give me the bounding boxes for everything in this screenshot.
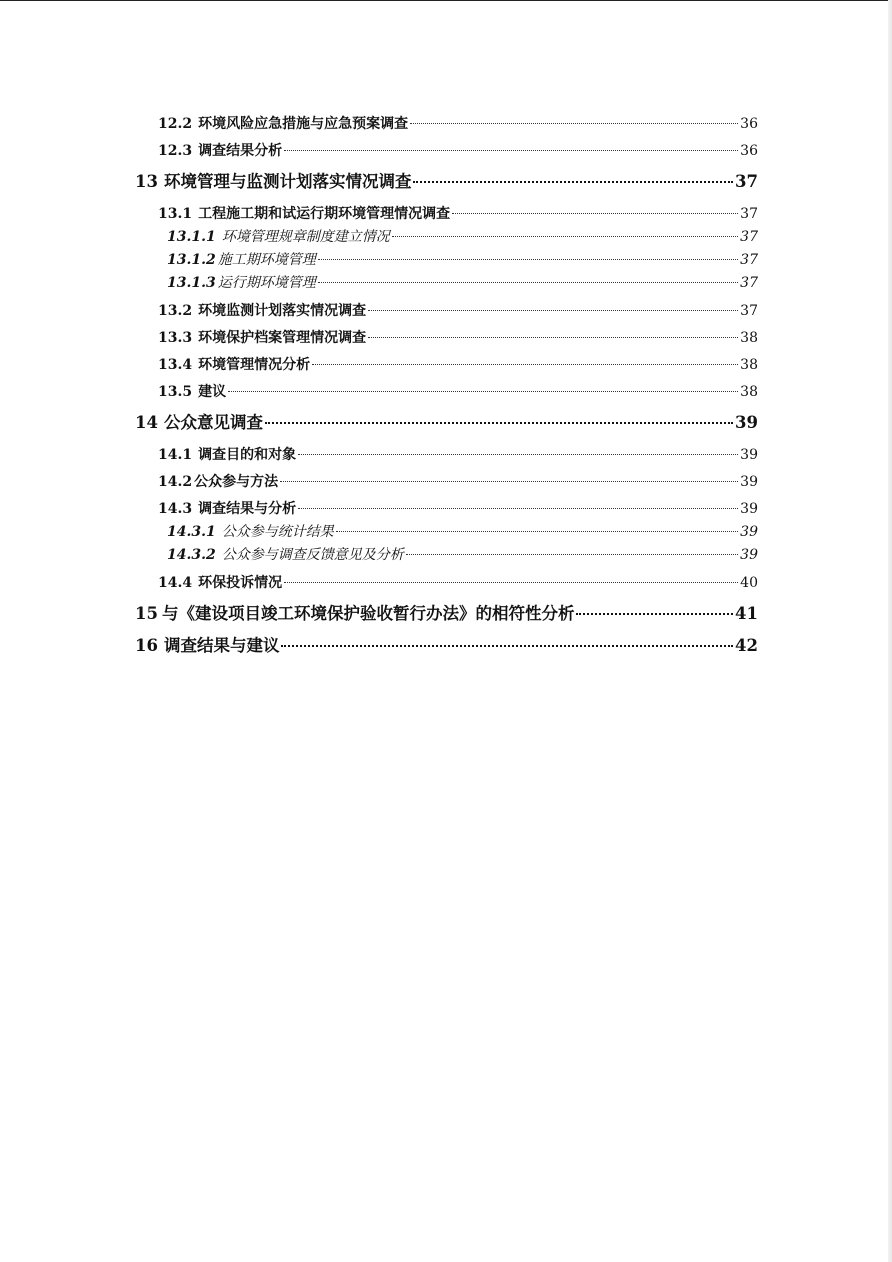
toc-dot-leader (576, 613, 733, 615)
toc-entry-title: 公众参与调查反馈意见及分析 (221, 547, 404, 563)
toc-entry-title: 调查结果与分析 (198, 501, 297, 517)
toc-dot-leader (284, 150, 738, 151)
toc-page-number: 40 (740, 575, 758, 591)
toc-dot-leader (318, 282, 738, 283)
toc-dot-leader (298, 454, 738, 455)
toc-entry-13[interactable] (135, 172, 758, 192)
toc-entry-number: 14.1 (158, 447, 193, 463)
toc-dot-leader (265, 422, 733, 424)
toc-dot-leader (280, 481, 738, 482)
toc-entry-number: 13.1 (158, 206, 193, 222)
toc-dot-leader (284, 582, 738, 583)
toc-entry-13-1-3[interactable] (167, 273, 758, 293)
toc-entry-number: 14.4 (158, 575, 193, 591)
toc-entry-12-3[interactable] (158, 141, 758, 161)
toc-entry-16[interactable] (135, 636, 758, 656)
toc-page-number: 38 (740, 357, 758, 373)
toc-dot-leader (336, 531, 738, 532)
toc-chapter-title: 环境管理与监测计划落实情况调查 (163, 172, 412, 191)
toc-entry-number: 13.1.3 (167, 275, 216, 291)
toc-page-number: 39 (740, 447, 758, 463)
toc-page-number: 39 (735, 413, 758, 432)
toc-dot-leader (406, 554, 738, 555)
toc-dot-leader (368, 337, 738, 338)
toc-entry-title: 工程施工期和试运行期环境管理情况调查 (198, 206, 451, 222)
toc-entry-13-1-1[interactable] (167, 227, 758, 247)
toc-chapter-number: 16 (135, 636, 158, 655)
toc-entry-title: 调查目的和对象 (198, 447, 297, 463)
toc-page-number: 39 (740, 474, 758, 490)
toc-chapter-number: 14 (135, 413, 158, 432)
toc-page-number: 37 (740, 229, 758, 245)
toc-dot-leader (392, 236, 738, 237)
toc-entry-14[interactable] (135, 413, 758, 433)
toc-chapter-title: 与《建设项目竣工环境保护验收暂行办法》的相符性分析 (161, 604, 575, 623)
toc-entry-13-3[interactable] (158, 328, 758, 348)
toc-entry-14-3-2[interactable] (167, 545, 758, 565)
toc-entry-number: 14.3.1 (167, 524, 216, 540)
toc-chapter-title: 调查结果与建议 (163, 636, 280, 655)
toc-entry-title: 施工期环境管理 (217, 252, 316, 268)
toc-entry-14-1[interactable] (158, 445, 758, 465)
toc-page-number: 37 (740, 275, 758, 291)
toc-entry-title: 环境风险应急措施与应急预案调查 (198, 116, 409, 132)
toc-entry-number: 13.2 (158, 303, 193, 319)
toc-dot-leader (298, 508, 738, 509)
toc-entry-12-2[interactable] (158, 114, 758, 134)
toc-page-number: 41 (735, 604, 758, 623)
toc-page-number: 39 (740, 547, 758, 563)
toc-entry-number: 13.1.2 (167, 252, 216, 268)
toc-entry-13-1[interactable] (158, 204, 758, 224)
toc-entry-number: 13.1.1 (167, 229, 216, 245)
toc-chapter-title: 公众意见调查 (163, 413, 263, 432)
toc-chapter-number: 13 (135, 172, 158, 191)
toc-page-number: 37 (740, 206, 758, 222)
toc-page-number: 37 (735, 172, 758, 191)
toc-page-number: 38 (740, 384, 758, 400)
toc-entry-title: 环境管理规章制度建立情况 (221, 229, 390, 245)
toc-entry-number: 13.5 (158, 384, 193, 400)
toc-page-number: 38 (740, 330, 758, 346)
toc-entry-title: 调查结果分析 (198, 143, 283, 159)
toc-page-number: 42 (735, 636, 758, 655)
toc-entry-number: 12.2 (158, 116, 193, 132)
toc-page-number: 36 (740, 143, 758, 159)
toc-entry-number: 13.3 (158, 330, 193, 346)
toc-entry-number: 14.3 (158, 501, 193, 517)
toc-dot-leader (410, 123, 738, 124)
toc-dot-leader (368, 310, 738, 311)
toc-dot-leader (452, 213, 738, 214)
toc-entry-14-4[interactable] (158, 573, 758, 593)
toc-dot-leader (281, 645, 733, 647)
toc-page-number: 36 (740, 116, 758, 132)
toc-entry-title: 运行期环境管理 (217, 275, 316, 291)
toc-entry-15[interactable] (135, 604, 758, 624)
toc-entry-13-5[interactable] (158, 382, 758, 402)
toc-entry-number: 12.3 (158, 143, 193, 159)
toc-page-number: 39 (740, 501, 758, 517)
toc-page-number: 37 (740, 303, 758, 319)
toc-entry-14-2[interactable] (158, 472, 758, 492)
toc-entry-number: 13.4 (158, 357, 193, 373)
toc-entry-number: 14.3.2 (167, 547, 216, 563)
toc-page-number: 37 (740, 252, 758, 268)
toc-entry-title: 环境监测计划落实情况调查 (198, 303, 367, 319)
toc-entry-number: 14.2 (158, 474, 193, 490)
toc-entry-14-3-1[interactable] (167, 522, 758, 542)
toc-entry-13-1-2[interactable] (167, 250, 758, 270)
toc-entry-title: 环境保护档案管理情况调查 (198, 330, 367, 346)
toc-chapter-number: 15 (135, 604, 158, 623)
toc-entry-13-2[interactable] (158, 301, 758, 321)
toc-entry-title: 环境管理情况分析 (198, 357, 311, 373)
toc-entry-title: 公众参与方法 (194, 474, 279, 490)
toc-page-number: 39 (740, 524, 758, 540)
toc-dot-leader (312, 364, 738, 365)
toc-entry-title: 建议 (198, 384, 227, 400)
toc-dot-leader (413, 181, 733, 183)
toc-dot-leader (318, 259, 738, 260)
toc-entry-title: 公众参与统计结果 (221, 524, 334, 540)
toc-entry-title: 环保投诉情况 (198, 575, 283, 591)
toc-dot-leader (228, 391, 738, 392)
toc-entry-14-3[interactable] (158, 499, 758, 519)
toc-entry-13-4[interactable] (158, 355, 758, 375)
